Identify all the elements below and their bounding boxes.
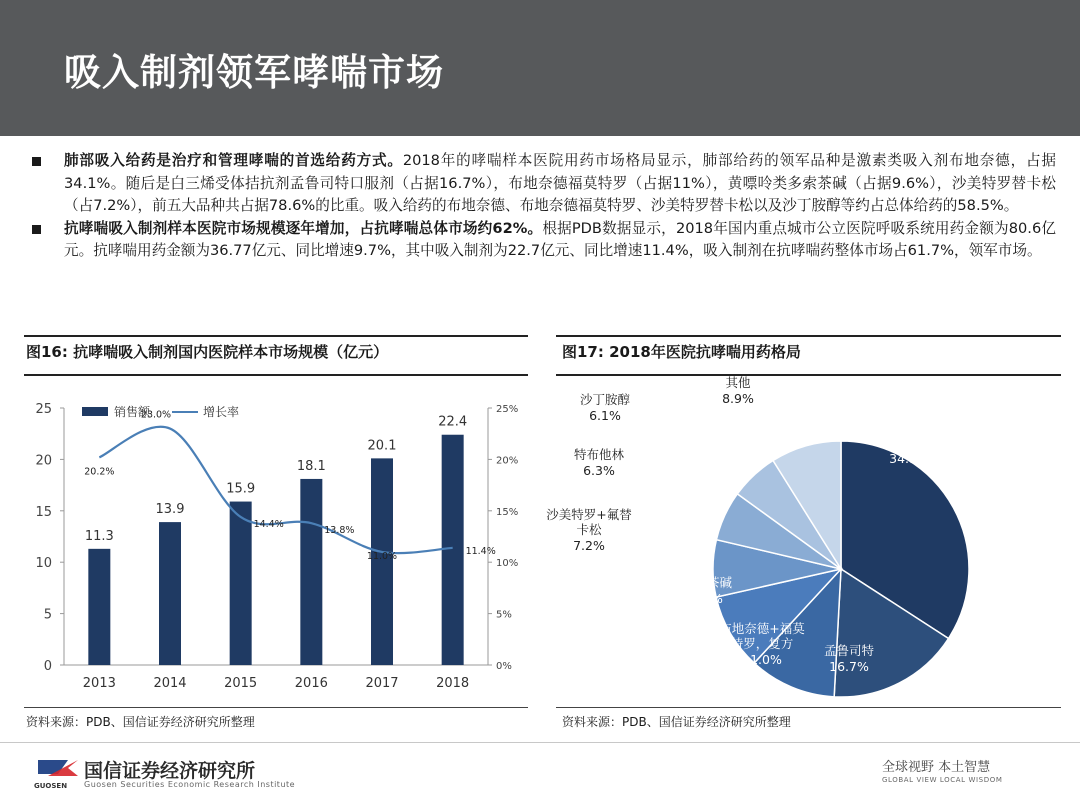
- pie-label: [884, 435, 935, 466]
- pie-label: [574, 447, 625, 478]
- growth-rate-label: 14.4%: [253, 518, 284, 530]
- page-title: 吸入制剂领军哮喘市场: [64, 51, 444, 94]
- pie-label-pct: 6.1%: [589, 408, 621, 423]
- fig16-title-rule: [24, 374, 528, 376]
- bar-value-label: 13.9: [155, 502, 185, 518]
- bar-value-label: 20.1: [367, 438, 397, 454]
- x-tick-label: 2013: [82, 676, 116, 691]
- guosen-logo-icon: [34, 754, 82, 792]
- legend-line-label: 增长率: [203, 405, 240, 419]
- pie-label-pct: 8.9%: [722, 391, 754, 406]
- y2-tick-label: 0%: [496, 661, 512, 672]
- growth-rate-label: 13.8%: [324, 525, 355, 537]
- y2-tick-label: 20%: [496, 455, 519, 467]
- fig16-bottom-rule: [24, 707, 528, 708]
- growth-rate-line: [99, 427, 452, 553]
- square-bullet-icon: [32, 225, 41, 234]
- pie-label-pct: 6.3%: [583, 463, 615, 478]
- bar-2018: [442, 435, 464, 665]
- pie-label-line: 卡松: [576, 522, 602, 537]
- slogan: 全球视野 本土智慧: [882, 760, 991, 775]
- legend-bar-swatch: [82, 407, 108, 416]
- x-tick-label: 2018: [436, 676, 470, 691]
- bar-value-label: 22.4: [438, 414, 468, 430]
- logo-wordmark: GUOSEN: [34, 782, 68, 790]
- bar-2014: [159, 522, 181, 665]
- bar-2015: [230, 502, 252, 665]
- paragraph-2-lead: 抗哮喘吸入制剂样本医院市场规模逐年增加，占抗哮喘总体市场约62%。: [64, 219, 543, 237]
- square-bullet-icon: [32, 157, 41, 166]
- growth-rate-label: 11.0%: [366, 550, 398, 562]
- pie-label-pct: 34.1%: [889, 451, 929, 466]
- x-tick-label: 2017: [365, 676, 399, 691]
- slogan-en: GLOBAL VIEW LOCAL WISDOM: [882, 776, 1003, 784]
- pie-label-line: 特罗，复方: [730, 636, 794, 651]
- x-tick-label: 2015: [224, 676, 258, 691]
- pie-label-line: 多索茶碱: [681, 575, 733, 590]
- growth-rate-label: 23.0%: [140, 409, 172, 421]
- y-tick-label: 15: [35, 504, 52, 520]
- growth-rate-label: 20.2%: [84, 466, 115, 478]
- pie-label-line: 布地奈德+福莫: [719, 621, 805, 636]
- paragraph-2-text: 根据PDB数据显示，2018年国内重点城市公立医院呼吸系统用药金额为80.6亿元。抗哮喘用药金额为36.77亿元、同比增速9.7%，其中吸入制剂为22.7亿元、同比增速11.4%，吸入制剂在抗哮喘药整体市场占61.7%，领军市场。: [64, 219, 1057, 259]
- paragraph-2: [26, 218, 1056, 263]
- pie-label-pct: 9.6%: [691, 591, 723, 606]
- fig17-bottom-rule: [556, 707, 1061, 708]
- fig16-source: 资料来源：PDB、国信证券经济研究所整理: [26, 715, 255, 729]
- bar-value-label: 18.1: [296, 458, 326, 474]
- y-tick-label: 0: [43, 659, 52, 674]
- pie-label-line: 沙丁胺醇: [579, 392, 631, 407]
- company-name: 国信证券经济研究所: [84, 760, 256, 782]
- pie-label-pct: 7.2%: [573, 538, 605, 553]
- pie-label-line: 特布他林: [573, 447, 625, 462]
- bar-2013: [88, 549, 110, 665]
- y2-tick-label: 10%: [496, 558, 519, 570]
- fig17-title: 图17: 2018年医院抗哮喘用药格局: [562, 343, 801, 361]
- x-tick-label: 2016: [294, 676, 328, 691]
- pie-label: [580, 392, 631, 423]
- fig16-title: 图16: 抗哮喘吸入制剂国内医院样本市场规模（亿元）: [26, 343, 389, 361]
- footer-divider: [0, 742, 1080, 743]
- y2-tick-label: 15%: [496, 506, 519, 518]
- pie-label-line: 孟鲁司特: [823, 643, 875, 658]
- y-tick-label: 10: [35, 556, 52, 572]
- paragraph-1-lead: 肺部吸入给药是治疗和管理哮喘的首选给药方式。: [64, 152, 403, 169]
- pie-label: [824, 643, 875, 674]
- pie-chart: [546, 375, 1061, 705]
- y2-tick-label: 5%: [496, 609, 512, 621]
- fig17-title-rule: [556, 374, 1061, 376]
- y-tick-label: 25: [35, 402, 52, 417]
- pie-label-line: 沙美特罗+氟替: [546, 507, 632, 522]
- paragraph-1-text: 2018年的哮喘样本医院用药市场格局显示，肺部给药的领军品种是激素类吸入剂布地奈德，占据34.1%。随后是白三烯受体拮抗剂孟鲁司特口服剂（占据16.7%），布地奈德福莫特罗（占据11%），黄嘌呤类多索茶碱（占据9.6%），沙美特罗替卡松（占7.2%），前五大品种共占据78.6%的比重。吸入给药的布地奈德、布地奈德福莫特罗、沙美特罗替卡松以及沙丁胺醇等约占总体给药的58.5%。: [64, 152, 1056, 214]
- fig16-top-rule: [24, 335, 528, 337]
- bar-value-label: 15.9: [226, 481, 256, 497]
- pie-label-line: 布地奈德: [883, 435, 935, 450]
- pie-label: [722, 375, 754, 406]
- paragraph-1: [26, 150, 1056, 218]
- body-text: [26, 150, 1056, 263]
- pie-label-pct: 11.0%: [742, 652, 782, 667]
- legend-bar-label: 销售额: [114, 405, 151, 419]
- fig17-top-rule: [556, 335, 1061, 337]
- fig17-source: 资料来源：PDB、国信证券经济研究所整理: [562, 715, 791, 729]
- x-tick-label: 2014: [153, 676, 187, 691]
- pie-label-line: 其他: [725, 375, 751, 390]
- bar-value-label: 11.3: [84, 528, 114, 544]
- bar-line-chart: [0, 380, 540, 705]
- header-bar: [0, 0, 1080, 136]
- company-name-en: Guosen Securities Economic Research Institute: [84, 780, 296, 789]
- pie-label: [546, 507, 631, 553]
- pie-label-pct: 16.7%: [829, 659, 869, 674]
- y-tick-label: 20: [35, 453, 52, 469]
- bar-2016: [300, 479, 322, 665]
- y-tick-label: 5: [43, 607, 52, 623]
- y2-tick-label: 25%: [496, 404, 519, 415]
- growth-rate-label: 11.4%: [465, 545, 496, 557]
